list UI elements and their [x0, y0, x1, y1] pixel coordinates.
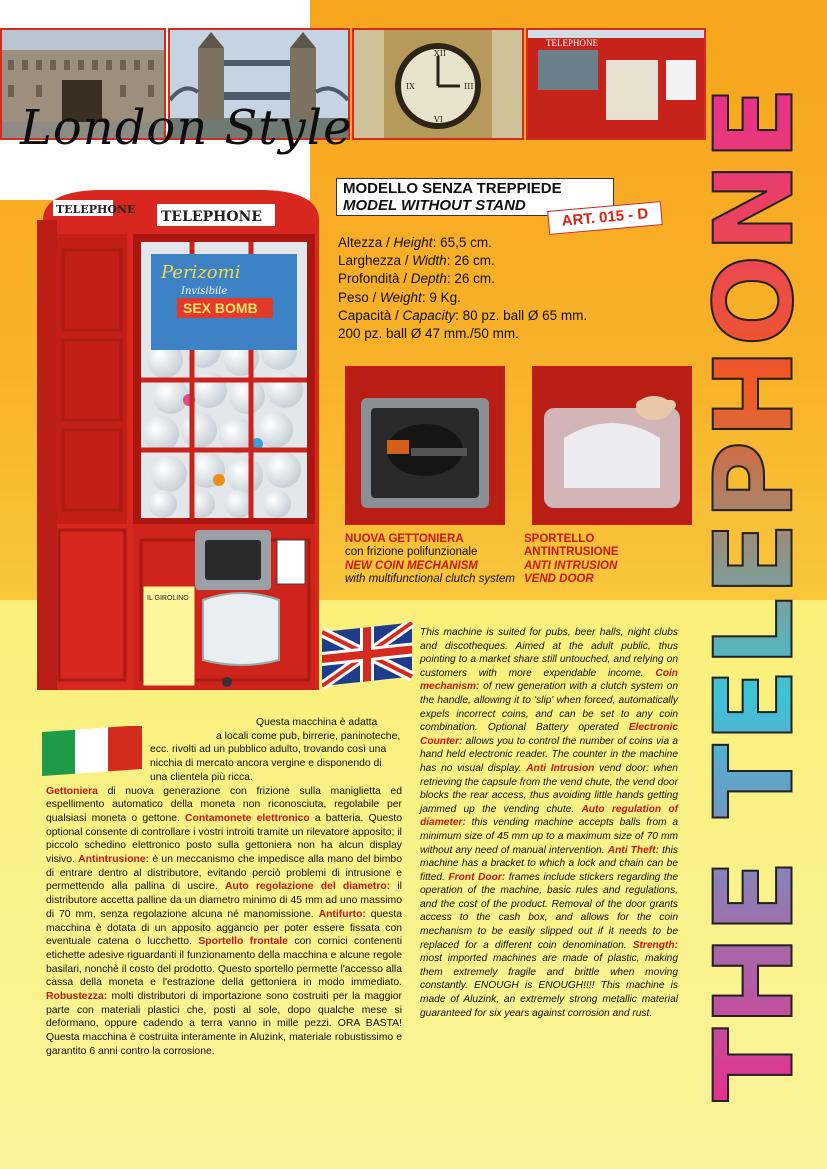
sign-left: TELEPHONE	[56, 203, 136, 216]
italian-intro-2: a locali come pub, birrerie, paninoteche,	[216, 730, 401, 742]
italian-intro-4: nicchia di mercato ancora vergine e disponendo di	[150, 758, 382, 770]
poster-line1: Perizomi	[161, 262, 241, 283]
vertical-title: THE TELEPHONE	[692, 84, 818, 1101]
svg-text:XII: XII	[434, 49, 447, 58]
spec-weight: Peso / Weight: 9 Kg.	[338, 289, 461, 305]
svg-text:III: III	[464, 82, 474, 91]
svg-text:IX: IX	[406, 82, 415, 91]
poster-line3: SEX BOMB	[183, 300, 258, 316]
poster-line2: Invisibile	[181, 286, 228, 297]
model-title-it: MODELLO SENZA TREPPIEDE	[343, 180, 562, 197]
italian-intro-1: Questa macchina è adatta	[256, 717, 378, 728]
photo-coin-mechanism	[345, 366, 505, 525]
spec-height: Altezza / Height: 65,5 cm.	[338, 235, 492, 250]
spec-capacity: Capacità / Capacity: 80 pz. ball Ø 65 mm.	[338, 307, 588, 323]
caption-door-en1: ANTI INTRUSION	[524, 560, 618, 572]
italian-intro-3: ecc. rivolti ad un pubblico adulto, trovando così una	[150, 744, 387, 756]
caption-coin-sub: con frizione polifunzionale	[345, 545, 478, 558]
italian-intro-5: una clientela più ricca.	[150, 771, 253, 783]
spec-capacity-extra: 200 pz. ball Ø 47 mm./50 mm.	[338, 326, 519, 342]
sign-front: TELEPHONE	[161, 209, 263, 225]
caption-door-en2: VEND DOOR	[524, 572, 594, 585]
caption-coin-mechanism	[345, 533, 515, 585]
italian-description	[46, 716, 402, 1059]
photo-big-ben	[352, 28, 524, 140]
caption-anti-intrusion	[524, 533, 694, 585]
photo-red-bus-and-phone-box	[526, 28, 706, 140]
article-number: ART. 015 - D	[547, 201, 663, 235]
caption-coin-title: NUOVA GETTONIERA	[345, 533, 464, 545]
uk-flag	[322, 622, 420, 697]
telephone-vending-machine	[37, 190, 325, 700]
spec-width: Larghezza / Width: 26 cm.	[338, 253, 495, 269]
caption-coin-title-en: NEW COIN MECHANISM	[345, 560, 478, 572]
italian-body: Gettoniera di nuova generazione con frizione sulla maniglietta ed espellimento automatico della moneta non riconosciuta, regolabile per qualsiasi moneta o gettone. Contamonete elettronico a batteria. Questo optional consente di controllare i vostri introiti tramite un rilevatore apposito; il piccolo schedino elettronico posto sulla gettoniera non ha alcun display visivo. Antintrusione: è un meccanismo che impedisce alla mano del bimbo di entrare dentro al distributore, evitando perciò problemi di intrusione e permettendo alla pallina di uscire. Auto regolazione del diametro: il distributore accetta palline da un diametro minimo di 45 mm ad uno massimo di 70 mm, senza regolazione alcuna né manomissione. Antifurto: questa macchina è dotata di un apposito aggancio per poter essere fissata con eventuale catena o lucchetto. Sportello frontale con cornici contenenti etichette adesive riguardanti il funzionamento della macchina e alcune regole basilari, nonchè il costo del prodotto. Questo sportello permette l'accesso alla cassa della moneta e l'estrazione della gettoniera in modo immediato. Robustezza: molti distributori di importazione sono costruiti per la maggior parte con materiali plastici che, posti al sole, dopo qualche mese si deformano, oppure cadendo a terra vanno in mille pezzi. ORA BASTA! Questa macchina è costruita interamente in Aluzink, materiale robustissimo e garantito 6 anni contro la corrosione.	[46, 785, 403, 1057]
svg-text:TELEPHONE: TELEPHONE	[546, 38, 598, 48]
model-title-en: MODEL WITHOUT STAND	[343, 197, 526, 214]
caption-door-title2: ANTINTRUSIONE	[524, 545, 619, 558]
svg-text:VI: VI	[434, 115, 443, 124]
english-description: This machine is suited for pubs, beer halls, night clubs and discotheques. Aimed at the adult public, thus pointing to a market share still untouched, and relying on customers with more expendable income. Coin mechanism: of new generation with a clutch system on the handle, allowing it to 'slip' when forced, automatically expels incorrect coins, and can be set to any coin combination. Optional Battery operated Electronic Counter: allows you to control the number of coins via a hand held electronic reader. The counter in the machine has no visual display. Anti Intrusion vend door: when retrieving the capsule from the vend chute, the vend door blocks the rear access, thus avoiding little hands getting jammed up the vending chute. Auto regulation of diameter: this vending machine accepts balls from a minimum size of 45 mm up to a maximum size of 70 mm without any need of manual intervention. Anti Theft: this machine has a bracket to which a lock and chain can be fitted. Front Door: frames include stickers regarding the operation of the machine, basic rules and regulations, and the cost of the product. Removal of the door grants access to the cash box, and allows for the coin mechanism to be easily slipped out if it needs to be replaced for a different coin denomination. Strength: most imported machines are made of plastic, making them extremely fragile and brittle when moving constantly. ENOUGH is ENOUGH!!!! This machine is made of Aluzink, an extremely strong metallic material guaranteed for six years against corrosion and rust.	[420, 627, 678, 1019]
caption-coin-sub-en: with multifunctional clutch system	[345, 572, 516, 585]
machine-label: IL GIROLINO	[147, 595, 189, 602]
caption-door-title1: SPORTELLO	[524, 533, 595, 545]
specifications	[338, 234, 587, 343]
script-title: London Style	[20, 100, 353, 156]
spec-depth: Profondità / Depth: 26 cm.	[338, 271, 495, 287]
photo-anti-intrusion-door	[532, 366, 692, 525]
